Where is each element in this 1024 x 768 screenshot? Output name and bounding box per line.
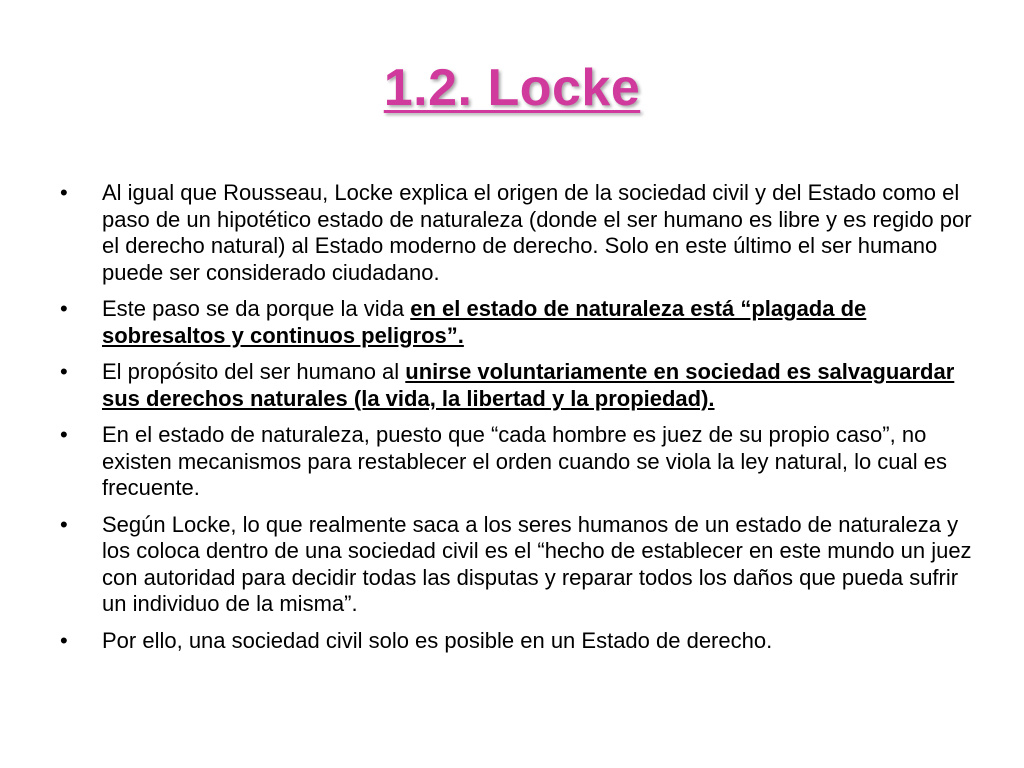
bullet-item-1	[60, 180, 980, 286]
bullet-text: Por ello, una sociedad civil solo es posible en un Estado de derecho.	[102, 627, 773, 653]
bullet-list	[60, 180, 980, 664]
bullet-text: En el estado de naturaleza, puesto que “cada hombre es juez de su propio caso”, no existen mecanismos para restablecer el orden cuando se viola la ley natural, lo cual es frecuente.	[102, 422, 948, 500]
bullet-text: Según Locke, lo que realmente saca a los seres humanos de un estado de naturaleza y los coloca dentro de una sociedad civil es el “hecho de establecer en este mundo un juez con autoridad para decidir todas las disputas y reparar todos los daños que pueda sufrir un individuo de la misma”.	[102, 511, 972, 616]
bullet-dot-icon: •	[60, 359, 68, 384]
bullet-text: Este paso se da porque la vida	[102, 296, 411, 321]
bullet-dot-icon: •	[60, 180, 68, 205]
bullet-item-5	[60, 512, 980, 618]
bullet-dot-icon: •	[60, 511, 68, 537]
bullet-item-2	[60, 296, 980, 349]
bullet-item-3	[60, 359, 980, 412]
bullet-item-6	[60, 628, 980, 655]
bullet-item-4	[60, 422, 980, 502]
bullet-dot-icon: •	[60, 422, 68, 447]
bullet-text: Al igual que Rousseau, Locke explica el origen de la sociedad civil y del Estado como el paso de un hipotético estado de naturaleza (donde el ser humano es libre y es regido por el derecho natural) al Estado moderno de derecho. Solo en este último el ser humano puede ser considerado ciudadano.	[102, 180, 972, 285]
bullet-emphasis: unirse voluntariamente en sociedad es salvaguardar sus derechos naturales (la vida, la libertad y la propiedad).	[102, 359, 955, 411]
bullet-dot-icon: •	[60, 627, 68, 653]
bullet-emphasis: en el estado de naturaleza está “plagada de sobresaltos y continuos peligros”.	[102, 296, 867, 348]
bullet-text: El propósito del ser humano al	[102, 359, 406, 384]
slide-title: 1.2. Locke	[383, 59, 641, 117]
bullet-dot-icon: •	[60, 296, 68, 321]
